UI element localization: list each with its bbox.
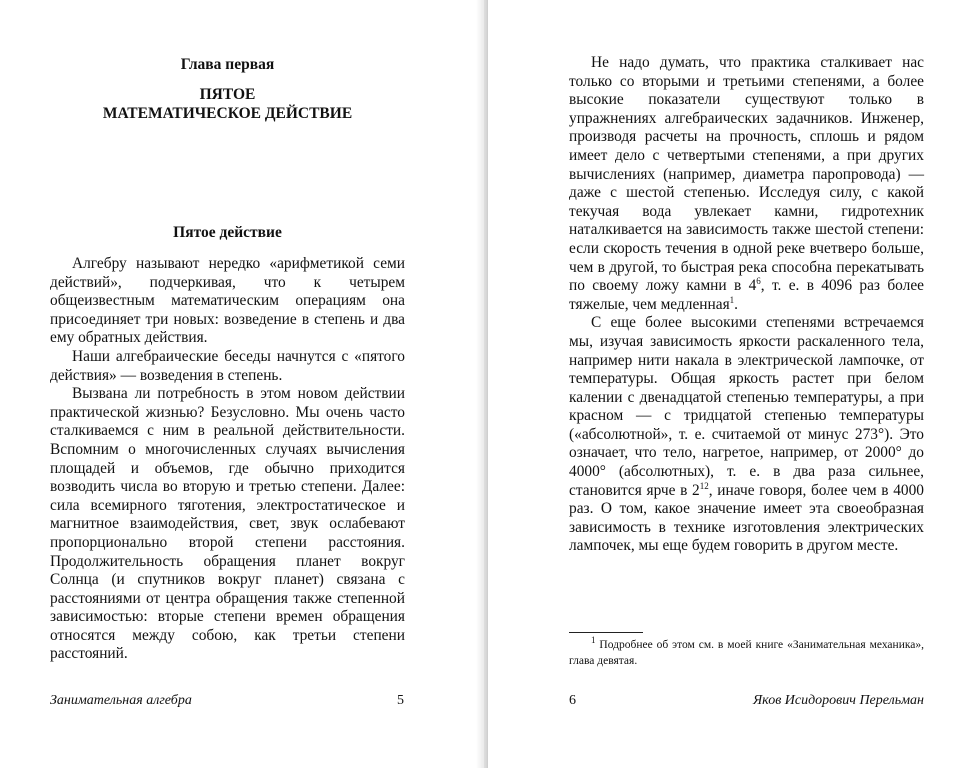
- footnote: [569, 637, 924, 669]
- running-footer-author: Яков Исидорович Перельман: [752, 693, 924, 708]
- running-footer-title: Занимательная алгебра: [50, 693, 192, 708]
- paragraph-text: .: [734, 295, 739, 313]
- paragraph-text: С еще более высокими степенями встречаемся мы, изучая зависимость яркости раскаленного тела, например нити накала в электрической лампочке, от температуры. Общая яркость растет при белом калении с двенадцатой степенью температуры, а при красном — с тридцатой степенью температуры («абсолютной», т. е. считаемой от минус 273°). Это означает, что тело, нагретое, например, от 2000° до 4000° (абсолютных), т. е. в два раза сильнее, становится ярче в 2: [569, 314, 924, 499]
- footnote-mark: 1: [591, 635, 596, 646]
- paragraph: Алгебру называют нередко «арифметикой семи действий», подчеркивая, что к четырем общеизвестным математическим операциям она присоединяет три новых: возведение в степень и два ему обратных действия.: [50, 255, 405, 347]
- section-title: Пятое действие: [173, 224, 282, 241]
- right-body-text: [569, 54, 924, 556]
- left-page: [0, 0, 484, 768]
- superscript: 6: [756, 276, 761, 286]
- paragraph-text: Не надо думать, что практика сталкивает нас только со вторыми и третьими степенями, а более высокие показатели существуют только в упражнениях алгебраических задачников. Инженер, производя расчеты на прочность, сплошь и рядом имеет дело с четвертыми степенями, а при других вычислениях (например, диаметра паропровода) — даже с шестой степенью. Исследуя силу, с какой текучая вода увлекает камни, гидротехник наталкивается на зависимость также шестой степени: если скорость течения в одной реке вчетверо больше, чем в другой, то быстрая река способна перекатывать по своему ложу камни в 4: [569, 54, 924, 295]
- left-body-text: [50, 255, 405, 664]
- footnote-divider: [569, 632, 643, 633]
- paragraph-text: , иначе говоря, более чем в 4000 раз. О том, какое значение имеет эта своеобразная зависимость в технике изготовления электрических лампочек, мы еще будем говорить в другом месте.: [569, 481, 924, 555]
- page-number: 6: [569, 693, 576, 708]
- paragraph: Наши алгебраические беседы начнутся с «пятого действия» — возведения в степень.: [50, 347, 405, 384]
- footnote-reference[interactable]: 1: [729, 294, 735, 305]
- footnote-text: Подробнее об этом см. в моей книге «Занимательная механика», глава девятая.: [569, 639, 924, 667]
- paragraph: [569, 314, 924, 556]
- page-number: 5: [397, 693, 404, 708]
- superscript: 12: [699, 480, 709, 491]
- paragraph: Вызвана ли потребность в этом новом действии практической жизнью? Безусловно. Мы очень часто сталкиваемся с ним в реальной действительности. Вспомним о многочисленных случаях вычисления площадей и объемов, где обычно приходится возводить числа во вторую и третью степени. Далее: сила всемирного тяготения, электростатическое и магнитное взаимодействия, свет, звук ослабевают пропорционально второй степени расстояния. Продолжительность обращения планет вокруг Солнца (и спутников вокруг планет) связана с расстояниями от центра обращения также степенной зависимостью: вторые степени времен обращения относятся между собою, как третьи степени расстояний.: [50, 385, 405, 663]
- paragraph-text: , т. е. в 4096 раз более тяжелые, чем медленная: [569, 277, 924, 313]
- right-page: [488, 0, 972, 768]
- chapter-title: [50, 85, 405, 123]
- chapter-title-line1: ПЯТОЕ: [199, 86, 256, 103]
- chapter-label: Глава первая: [180, 56, 275, 73]
- paragraph: [569, 54, 924, 314]
- chapter-title-line2: МАТЕМАТИЧЕСКОЕ ДЕЙСТВИЕ: [102, 105, 353, 122]
